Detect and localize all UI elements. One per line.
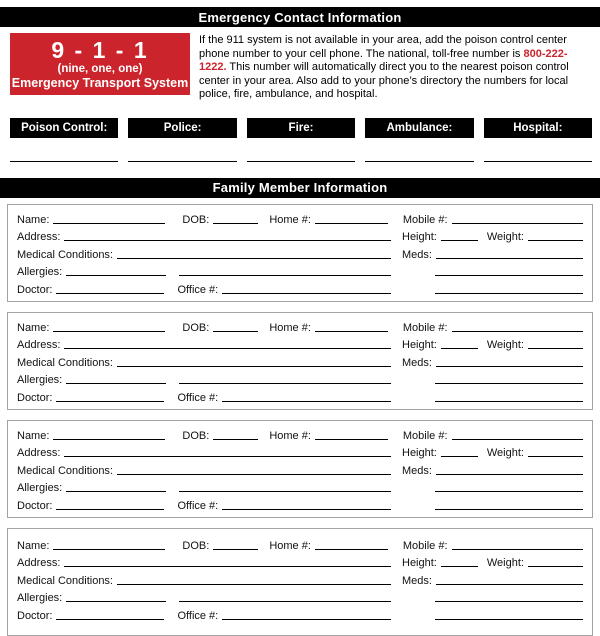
family-member-block (7, 312, 593, 410)
address-field-line (64, 566, 391, 567)
name-field-line (53, 549, 165, 550)
office-number-field-line (222, 401, 391, 402)
home-label: Home #: (269, 429, 311, 442)
medical-conditions-label: Medical Conditions: (17, 464, 113, 477)
meds-label: Meds: (402, 574, 432, 587)
height-label: Height: (402, 231, 437, 244)
name-label: Name: (17, 429, 50, 442)
dob-label: DOB: (182, 539, 210, 552)
member-row-name (17, 209, 583, 227)
member-row-allergies (17, 588, 583, 606)
weight-label: Weight: (486, 231, 524, 244)
weight-field-line (528, 348, 583, 349)
member-row-address (17, 335, 583, 353)
police-fill-line (128, 161, 236, 162)
office-number-label: Office #: (177, 609, 219, 622)
contact-box-poison-control: Poison Control: (10, 118, 118, 138)
family-member-block (7, 204, 593, 302)
medical-conditions-label: Medical Conditions: (17, 248, 113, 261)
ambulance-fill-line (365, 161, 473, 162)
height-field-line (441, 348, 478, 349)
home-field-line (315, 549, 388, 550)
meds-field-line (436, 584, 583, 585)
contact-labels-row (10, 118, 592, 138)
member-row-doctor (17, 279, 583, 297)
member-row-allergies (17, 262, 583, 280)
fire-fill-line (247, 161, 355, 162)
dob-field-line (213, 549, 258, 550)
member-row-address (17, 553, 583, 571)
address-field-line (64, 348, 391, 349)
mobile-label: Mobile #: (402, 539, 448, 552)
family-header-title: Family Member Information (212, 180, 388, 196)
member-row-doctor (17, 605, 583, 623)
meds-label: Meds: (402, 464, 432, 477)
member-row-doctor (17, 387, 583, 405)
home-field-line (315, 439, 388, 440)
address-label: Address: (17, 231, 61, 244)
height-label: Height: (402, 557, 437, 570)
meds-continuation-line-1 (435, 601, 583, 602)
allergies-field-line (66, 601, 166, 602)
mobile-field-line (452, 223, 583, 224)
meds-continuation-line-2 (435, 509, 583, 510)
office-number-label: Office #: (177, 283, 219, 296)
allergies-extra-line (179, 601, 391, 602)
member-row-medical (17, 244, 583, 262)
dob-label: DOB: (182, 321, 210, 334)
doctor-field-line (56, 401, 164, 402)
home-label: Home #: (269, 321, 311, 334)
member-row-name (17, 317, 583, 335)
allergies-label: Allergies: (17, 592, 63, 605)
office-number-label: Office #: (177, 391, 219, 404)
height-field-line (441, 566, 478, 567)
hospital-fill-line (484, 161, 592, 162)
mobile-label: Mobile #: (402, 429, 448, 442)
member-row-medical (17, 570, 583, 588)
name-label: Name: (17, 539, 50, 552)
weight-label: Weight: (486, 339, 524, 352)
poison-control-phone-number: 800-222-1222. (199, 47, 568, 74)
meds-field-line (436, 366, 583, 367)
height-label: Height: (402, 339, 437, 352)
contact-box-fire: Fire: (247, 118, 355, 138)
mobile-field-line (452, 439, 583, 440)
meds-continuation-line-1 (435, 491, 583, 492)
doctor-field-line (56, 619, 164, 620)
dob-field-line (213, 223, 258, 224)
allergies-extra-line (179, 491, 391, 492)
meds-continuation-line-2 (435, 619, 583, 620)
weight-field-line (528, 456, 583, 457)
member-row-allergies (17, 478, 583, 496)
paragraph-text-post: This number will automatically direct you to the nearest poison control center in your area. Also add to your phone’s directory the numbers for local police, fire, ambulance, and hospital. (199, 61, 569, 101)
allergies-field-line (66, 383, 166, 384)
home-field-line (315, 331, 388, 332)
allergies-extra-line (179, 383, 391, 384)
doctor-label: Doctor: (17, 391, 53, 404)
dob-field-line (213, 439, 258, 440)
meds-continuation-line-1 (435, 275, 583, 276)
medical-conditions-field-line (117, 474, 391, 475)
medical-conditions-label: Medical Conditions: (17, 574, 113, 587)
nine-one-one-caption: Emergency Transport System (11, 76, 189, 90)
family-header-bar (0, 178, 600, 198)
height-label: Height: (402, 447, 437, 460)
meds-continuation-line-1 (435, 383, 583, 384)
doctor-field-line (56, 293, 164, 294)
allergies-field-line (66, 491, 166, 492)
member-row-medical (17, 460, 583, 478)
address-field-line (64, 456, 391, 457)
office-number-field-line (222, 293, 391, 294)
height-field-line (441, 240, 478, 241)
poison-control-paragraph (199, 33, 592, 102)
paragraph-text-pre: If the 911 system is not available in your area, add the poison control center phone number to your cell phone. The national, toll-free number is (199, 34, 567, 60)
nine-one-one-phonetic: (nine, one, one) (57, 63, 143, 75)
weight-label: Weight: (486, 447, 524, 460)
medical-conditions-field-line (117, 584, 391, 585)
doctor-label: Doctor: (17, 499, 53, 512)
mobile-field-line (452, 331, 583, 332)
medical-conditions-label: Medical Conditions: (17, 356, 113, 369)
contact-box-hospital: Hospital: (484, 118, 592, 138)
name-field-line (53, 223, 165, 224)
dob-label: DOB: (182, 429, 210, 442)
address-field-line (64, 240, 391, 241)
family-member-block (7, 420, 593, 518)
member-row-medical (17, 352, 583, 370)
family-section (0, 204, 600, 636)
member-row-doctor (17, 495, 583, 513)
mobile-label: Mobile #: (402, 321, 448, 334)
medical-conditions-field-line (117, 366, 391, 367)
home-label: Home #: (269, 539, 311, 552)
name-field-line (53, 439, 165, 440)
meds-label: Meds: (402, 356, 432, 369)
weight-field-line (528, 566, 583, 567)
weight-label: Weight: (486, 557, 524, 570)
address-label: Address: (17, 339, 61, 352)
address-label: Address: (17, 447, 61, 460)
office-number-field-line (222, 509, 391, 510)
name-field-line (53, 331, 165, 332)
allergies-field-line (66, 275, 166, 276)
member-row-allergies (17, 370, 583, 388)
address-label: Address: (17, 557, 61, 570)
emergency-header-title: Emergency Contact Information (198, 9, 402, 25)
allergies-extra-line (179, 275, 391, 276)
office-number-label: Office #: (177, 499, 219, 512)
member-row-address (17, 443, 583, 461)
member-row-address (17, 227, 583, 245)
home-field-line (315, 223, 388, 224)
name-label: Name: (17, 213, 50, 226)
medical-conditions-field-line (117, 258, 391, 259)
meds-field-line (436, 258, 583, 259)
nine-one-one-box (10, 33, 190, 95)
meds-continuation-line-2 (435, 293, 583, 294)
nine-one-one-number: 9 - 1 - 1 (51, 37, 149, 63)
height-field-line (441, 456, 478, 457)
dob-label: DOB: (182, 213, 210, 226)
member-row-name (17, 425, 583, 443)
emergency-header-bar (0, 7, 600, 27)
weight-field-line (528, 240, 583, 241)
doctor-field-line (56, 509, 164, 510)
allergies-label: Allergies: (17, 266, 63, 279)
poison-control-fill-line (10, 161, 118, 162)
doctor-label: Doctor: (17, 283, 53, 296)
home-label: Home #: (269, 213, 311, 226)
meds-label: Meds: (402, 248, 432, 261)
office-number-field-line (222, 619, 391, 620)
doctor-label: Doctor: (17, 609, 53, 622)
mobile-field-line (452, 549, 583, 550)
allergies-label: Allergies: (17, 374, 63, 387)
meds-continuation-line-2 (435, 401, 583, 402)
top-section (10, 33, 592, 102)
mobile-label: Mobile #: (402, 213, 448, 226)
member-row-name (17, 535, 583, 553)
allergies-label: Allergies: (17, 482, 63, 495)
contact-fill-lines-row (10, 161, 592, 162)
name-label: Name: (17, 321, 50, 334)
dob-field-line (213, 331, 258, 332)
family-member-block (7, 528, 593, 636)
contact-box-ambulance: Ambulance: (365, 118, 473, 138)
meds-field-line (436, 474, 583, 475)
contact-box-police: Police: (128, 118, 236, 138)
